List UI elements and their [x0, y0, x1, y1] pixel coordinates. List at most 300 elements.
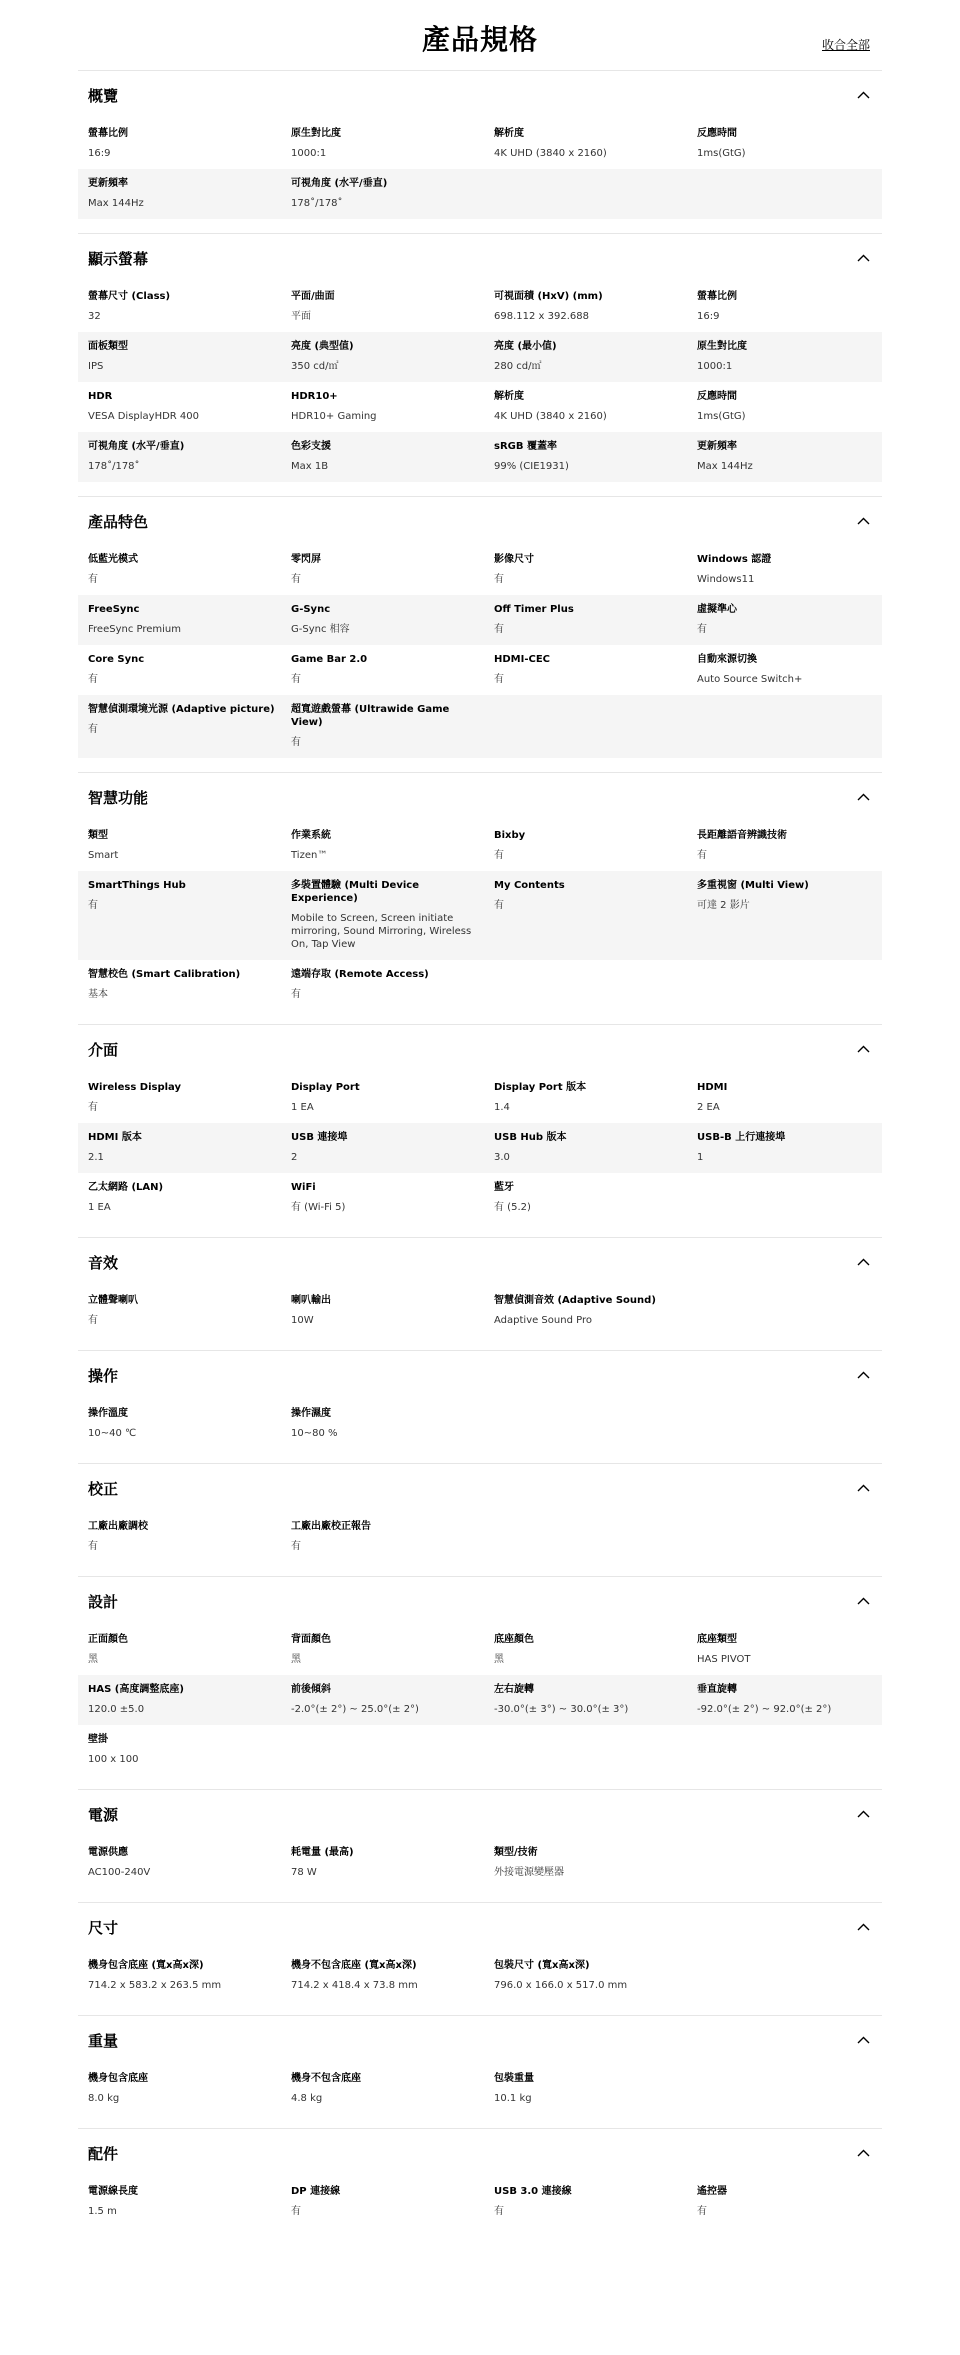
spec-item — [494, 653, 697, 686]
spec-rows — [78, 1399, 882, 1463]
spec-section — [78, 1789, 882, 1902]
spec-item — [88, 653, 291, 686]
spec-label: HDR10+ — [291, 391, 338, 402]
spec-rows — [78, 119, 882, 233]
spec-item — [494, 2072, 697, 2105]
section-header[interactable] — [78, 2016, 882, 2064]
spec-rows — [78, 1951, 882, 2015]
spec-label: Windows 認證 — [697, 554, 772, 565]
spec-value: 有 — [697, 624, 707, 635]
spec-item — [494, 1959, 697, 1992]
spec-sections — [0, 70, 960, 2241]
spec-label: 螢幕比例 — [88, 128, 128, 139]
spec-value: -30.0°(± 3°) ~ 30.0°(± 3°) — [494, 1704, 629, 1715]
spec-value: 280 cd/㎡ — [494, 361, 542, 372]
chevron-up-icon[interactable] — [856, 1807, 870, 1821]
spec-label: 壁掛 — [88, 1734, 108, 1745]
spec-value: 8.0 kg — [88, 2093, 120, 2104]
spec-value: 有 — [291, 737, 301, 748]
spec-label: Display Port — [291, 1082, 360, 1093]
spec-value: 有 — [697, 2206, 707, 2217]
spec-rows — [78, 821, 882, 1024]
spec-item — [494, 390, 697, 423]
spec-item — [88, 553, 291, 586]
spec-label: 正面顏色 — [88, 1634, 128, 1645]
spec-value: 有 — [494, 674, 504, 685]
spec-item — [697, 127, 888, 160]
spec-label: HDMI 版本 — [88, 1132, 142, 1143]
spec-item — [291, 1407, 494, 1440]
spec-rows — [78, 545, 882, 772]
spec-value: Max 144Hz — [697, 461, 753, 472]
spec-label: 反應時間 — [697, 128, 737, 139]
spec-value: 有 — [494, 2206, 504, 2217]
spec-label: 垂直旋轉 — [697, 1684, 737, 1695]
spec-label: SmartThings Hub — [88, 880, 186, 891]
spec-item — [88, 603, 291, 636]
spec-rows — [78, 1286, 882, 1350]
chevron-up-icon[interactable] — [856, 2033, 870, 2047]
spec-value: 有 — [291, 2206, 301, 2217]
spec-row — [78, 1512, 882, 1562]
spec-value: 黑 — [494, 1654, 504, 1665]
spec-item — [88, 1683, 291, 1716]
spec-item — [494, 127, 697, 160]
spec-label: Display Port 版本 — [494, 1082, 587, 1093]
spec-item — [494, 290, 697, 323]
spec-value: 10~40 ℃ — [88, 1428, 137, 1439]
spec-label: 遠端存取 (Remote Access) — [291, 969, 429, 980]
spec-label: WiFi — [291, 1182, 316, 1193]
spec-row — [78, 645, 882, 695]
spec-row — [78, 1725, 882, 1775]
spec-value: 698.112 x 392.688 — [494, 311, 589, 322]
section-title: 顯示螢幕 — [88, 249, 149, 268]
spec-value: 1000:1 — [697, 361, 733, 372]
spec-label: Bixby — [494, 830, 526, 841]
spec-label: USB 3.0 連接線 — [494, 2186, 572, 2197]
spec-label: 機身不包含底座 — [291, 2073, 361, 2084]
section-header[interactable] — [78, 234, 882, 282]
spec-rows — [78, 1625, 882, 1789]
spec-label: 多重視窗 (Multi View) — [697, 880, 809, 891]
collapse-all-link[interactable]: 收合全部 — [821, 38, 870, 52]
spec-item — [88, 1520, 291, 1553]
spec-label: Wireless Display — [88, 1082, 181, 1093]
spec-value: Mobile to Screen, Screen initiate mirroring, Sound Mirroring, Wireless On, Tap View — [291, 913, 472, 950]
spec-label: 亮度 (典型值) — [291, 341, 354, 352]
spec-value: 10.1 kg — [494, 2093, 532, 2104]
spec-label: 螢幕尺寸 (Class) — [88, 291, 171, 302]
chevron-up-icon[interactable] — [856, 1255, 870, 1269]
spec-value: Auto Source Switch+ — [697, 674, 803, 685]
spec-label: 立體聲喇叭 — [88, 1295, 138, 1306]
spec-item — [697, 1683, 888, 1716]
spec-value: Smart — [88, 850, 119, 861]
spec-label: 螢幕比例 — [697, 291, 737, 302]
spec-item — [697, 553, 888, 586]
spec-value: Adaptive Sound Pro — [494, 1315, 592, 1326]
spec-item — [494, 603, 697, 636]
section-title: 音效 — [88, 1253, 119, 1272]
spec-value: 有 — [494, 624, 504, 635]
spec-label: 原生對比度 — [291, 128, 341, 139]
spec-item — [291, 653, 494, 686]
spec-value: 4.8 kg — [291, 2093, 323, 2104]
spec-row — [78, 1073, 882, 1123]
spec-item — [494, 2185, 697, 2218]
spec-row — [78, 432, 882, 482]
spec-item — [697, 829, 888, 862]
spec-value: 有 — [88, 1315, 98, 1326]
section-header[interactable] — [78, 1464, 882, 1512]
spec-section — [78, 2015, 882, 2128]
spec-item — [291, 603, 494, 636]
spec-item — [494, 829, 697, 862]
spec-value: 有 — [88, 574, 98, 585]
section-header[interactable] — [78, 1238, 882, 1286]
spec-value: 178˚/178˚ — [291, 198, 343, 209]
spec-label: HDMI-CEC — [494, 654, 551, 665]
spec-value: 有 — [88, 1541, 98, 1552]
spec-label: 機身包含底座 — [88, 2073, 148, 2084]
spec-value: 基本 — [88, 989, 108, 1000]
section-header[interactable] — [78, 1903, 882, 1951]
spec-item — [697, 2185, 888, 2218]
spec-value: 350 cd/㎡ — [291, 361, 339, 372]
spec-item — [88, 1733, 291, 1766]
spec-value: 有 — [291, 1541, 301, 1552]
section-title: 產品特色 — [88, 512, 149, 531]
spec-label: USB-B 上行連接埠 — [697, 1132, 786, 1143]
spec-label: sRGB 覆蓋率 — [494, 441, 557, 452]
section-header[interactable] — [78, 1351, 882, 1399]
spec-label: Core Sync — [88, 654, 145, 665]
spec-item — [697, 879, 888, 951]
spec-label: Off Timer Plus — [494, 604, 574, 615]
spec-item — [697, 1081, 888, 1114]
chevron-up-icon[interactable] — [856, 251, 870, 265]
spec-row — [78, 1625, 882, 1675]
section-header[interactable] — [78, 2129, 882, 2177]
spec-item — [291, 879, 494, 951]
spec-label: 低藍光模式 — [88, 554, 138, 565]
spec-row — [78, 545, 882, 595]
spec-value: 32 — [88, 311, 101, 322]
spec-label: 色彩支援 — [291, 441, 331, 452]
spec-item — [88, 879, 291, 951]
chevron-up-icon[interactable] — [856, 2146, 870, 2160]
spec-value: IPS — [88, 361, 104, 372]
section-header[interactable] — [78, 773, 882, 821]
spec-label: 前後傾斜 — [291, 1684, 331, 1695]
spec-value: 1.4 — [494, 1102, 510, 1113]
spec-label: 類型 — [88, 830, 108, 841]
spec-item — [697, 390, 888, 423]
chevron-up-icon[interactable] — [856, 1594, 870, 1608]
spec-label: 智慧偵測音效 (Adaptive Sound) — [494, 1295, 656, 1306]
spec-value: HDR10+ Gaming — [291, 411, 377, 422]
spec-value: Windows11 — [697, 574, 755, 585]
spec-row — [78, 332, 882, 382]
spec-item — [697, 1131, 888, 1164]
spec-value: Tizen™ — [291, 850, 328, 861]
spec-item — [88, 1959, 291, 1992]
section-header[interactable] — [78, 497, 882, 545]
spec-section — [78, 1902, 882, 2015]
spec-item — [291, 553, 494, 586]
spec-label: 包裝重量 — [494, 2073, 534, 2084]
spec-item — [291, 1181, 494, 1214]
spec-label: 智慧偵測環境光源 (Adaptive picture) — [88, 704, 275, 715]
chevron-up-icon[interactable] — [856, 1042, 870, 1056]
spec-value: 1 — [697, 1152, 704, 1163]
spec-rows — [78, 2177, 882, 2241]
section-title: 電源 — [88, 1805, 119, 1824]
spec-section — [78, 233, 882, 496]
spec-row — [78, 960, 882, 1010]
spec-item — [291, 2185, 494, 2218]
spec-item — [88, 2072, 291, 2105]
spec-item — [697, 1633, 888, 1666]
spec-label: 電源線長度 — [88, 2186, 138, 2197]
spec-item — [494, 440, 697, 473]
spec-section — [78, 1576, 882, 1789]
spec-value: 4K UHD (3840 x 2160) — [494, 148, 607, 159]
spec-item — [291, 703, 494, 749]
spec-row — [78, 695, 882, 758]
chevron-up-icon[interactable] — [856, 1368, 870, 1382]
spec-item — [291, 1846, 494, 1879]
spec-value: 有 — [291, 674, 301, 685]
spec-label: 零閃屏 — [291, 554, 321, 565]
spec-item — [88, 390, 291, 423]
spec-row — [78, 119, 882, 169]
spec-item — [697, 603, 888, 636]
spec-value: 有 — [291, 989, 301, 1000]
spec-item — [291, 440, 494, 473]
spec-section — [78, 1024, 882, 1237]
spec-value: 1 EA — [88, 1202, 111, 1213]
spec-value: 1 EA — [291, 1102, 314, 1113]
spec-item — [494, 1181, 697, 1214]
section-header[interactable] — [78, 1025, 882, 1073]
spec-label: 解析度 — [494, 391, 524, 402]
spec-label: 電源供應 — [88, 1847, 128, 1858]
spec-value: 714.2 x 418.4 x 73.8 mm — [291, 1980, 418, 1991]
spec-rows — [78, 1512, 882, 1576]
spec-label: USB 連接埠 — [291, 1132, 348, 1143]
spec-label: 自動來源切換 — [697, 654, 757, 665]
spec-item — [494, 553, 697, 586]
spec-item — [88, 829, 291, 862]
spec-label: 類型/技術 — [494, 1847, 538, 1858]
spec-label: 包裝尺寸 (寬x高x深) — [494, 1960, 590, 1971]
spec-item — [697, 340, 888, 373]
spec-value: 2 — [291, 1152, 298, 1163]
spec-value: 796.0 x 166.0 x 517.0 mm — [494, 1980, 628, 1991]
chevron-up-icon[interactable] — [856, 1920, 870, 1934]
spec-label: 耗電量 (最高) — [291, 1847, 354, 1858]
spec-label: 面板類型 — [88, 341, 128, 352]
spec-section — [78, 1237, 882, 1350]
spec-value: Max 144Hz — [88, 198, 144, 209]
spec-label: 背面顏色 — [291, 1634, 331, 1645]
page-title: 產品規格 — [421, 23, 538, 56]
spec-row — [78, 1675, 882, 1725]
spec-item — [291, 1959, 494, 1992]
spec-item — [291, 829, 494, 862]
section-title: 智慧功能 — [88, 788, 149, 807]
spec-label: 乙太網路 (LAN) — [88, 1182, 164, 1193]
spec-label: 作業系統 — [291, 830, 331, 841]
spec-value: 1000:1 — [291, 148, 327, 159]
spec-item — [697, 653, 888, 686]
spec-value: 1ms(GtG) — [697, 148, 746, 159]
spec-label: 多裝置體驗 (Multi Device Experience) — [291, 880, 419, 904]
spec-label: 工廠出廠校正報告 — [291, 1521, 371, 1532]
spec-value: 16:9 — [88, 148, 111, 159]
spec-value: AC100-240V — [88, 1867, 151, 1878]
spec-row — [78, 1951, 882, 2001]
spec-label: HAS (高度調整底座) — [88, 1684, 184, 1695]
spec-item — [291, 1294, 494, 1327]
spec-item — [291, 390, 494, 423]
spec-value: 有 — [291, 574, 301, 585]
spec-label: 左右旋轉 — [494, 1684, 534, 1695]
chevron-up-icon[interactable] — [856, 1481, 870, 1495]
spec-label: 底座顏色 — [494, 1634, 534, 1645]
spec-label: 操作溫度 — [88, 1408, 128, 1419]
spec-value: 有 — [494, 574, 504, 585]
section-header[interactable] — [78, 1790, 882, 1838]
spec-value: 有 — [494, 850, 504, 861]
spec-label: 可視角度 (水平/垂直) — [88, 441, 185, 452]
spec-item — [291, 2072, 494, 2105]
spec-row — [78, 821, 882, 871]
spec-label: 智慧校色 (Smart Calibration) — [88, 969, 241, 980]
spec-item — [88, 1407, 291, 1440]
spec-label: 影像尺寸 — [494, 554, 534, 565]
spec-row — [78, 282, 882, 332]
spec-value: VESA DisplayHDR 400 — [88, 411, 200, 422]
spec-item — [88, 1294, 291, 1327]
spec-item — [291, 1131, 494, 1164]
spec-value: 有 (Wi-Fi 5) — [291, 1202, 346, 1213]
spec-value: -92.0°(± 2°) ~ 92.0°(± 2°) — [697, 1704, 832, 1715]
spec-value: 10W — [291, 1315, 314, 1326]
spec-value: -2.0°(± 2°) ~ 25.0°(± 2°) — [291, 1704, 419, 1715]
spec-label: USB Hub 版本 — [494, 1132, 567, 1143]
spec-label: 原生對比度 — [697, 341, 747, 352]
spec-value: 3.0 — [494, 1152, 510, 1163]
spec-label: G-Sync — [291, 604, 331, 615]
spec-row — [78, 1286, 882, 1336]
spec-value: 178˚/178˚ — [88, 461, 140, 472]
spec-item — [88, 1131, 291, 1164]
spec-row — [78, 1123, 882, 1173]
spec-item — [291, 1520, 494, 1553]
spec-item — [494, 1081, 697, 1114]
spec-label: 更新頻率 — [88, 178, 128, 189]
spec-value: HAS PIVOT — [697, 1654, 751, 1665]
spec-section — [78, 2128, 882, 2241]
spec-item — [88, 703, 291, 749]
spec-value: 4K UHD (3840 x 2160) — [494, 411, 607, 422]
section-title: 尺寸 — [88, 1918, 119, 1937]
spec-value: FreeSync Premium — [88, 624, 181, 635]
spec-label: 可視角度 (水平/垂直) — [291, 178, 388, 189]
chevron-up-icon[interactable] — [856, 790, 870, 804]
spec-value: 120.0 ±5.0 — [88, 1704, 145, 1715]
spec-item — [88, 1181, 291, 1214]
spec-value: 99% (CIE1931) — [494, 461, 569, 472]
chevron-up-icon[interactable] — [856, 514, 870, 528]
chevron-up-icon[interactable] — [856, 88, 870, 102]
spec-label: HDMI — [697, 1082, 728, 1093]
spec-rows — [78, 1838, 882, 1902]
spec-item — [494, 1633, 697, 1666]
spec-rows — [78, 1073, 882, 1237]
spec-value: 1.5 m — [88, 2206, 117, 2217]
section-header[interactable] — [78, 71, 882, 119]
spec-item — [88, 1081, 291, 1114]
spec-row — [78, 595, 882, 645]
spec-row — [78, 382, 882, 432]
spec-label: My Contents — [494, 880, 565, 891]
spec-label: 遙控器 — [697, 2186, 727, 2197]
section-title: 概覽 — [88, 86, 119, 105]
spec-section — [78, 772, 882, 1024]
spec-section — [78, 70, 882, 233]
spec-label: 操作濕度 — [291, 1408, 331, 1419]
spec-value: 100 x 100 — [88, 1754, 139, 1765]
spec-value: 黑 — [88, 1654, 98, 1665]
spec-value: 16:9 — [697, 311, 720, 322]
spec-item — [291, 127, 494, 160]
spec-value: 78 W — [291, 1867, 317, 1878]
spec-row — [78, 169, 882, 219]
spec-value: 外接電源變壓器 — [494, 1867, 564, 1878]
spec-row — [78, 2064, 882, 2114]
section-title: 介面 — [88, 1040, 119, 1059]
spec-item — [494, 1294, 697, 1327]
spec-label: 喇叭輸出 — [291, 1295, 331, 1306]
spec-label: FreeSync — [88, 604, 140, 615]
spec-section — [78, 1350, 882, 1463]
spec-value: G-Sync 相容 — [291, 624, 350, 635]
spec-item — [88, 290, 291, 323]
spec-value: 2.1 — [88, 1152, 104, 1163]
spec-item — [88, 968, 291, 1001]
spec-row — [78, 2177, 882, 2227]
spec-item — [88, 340, 291, 373]
section-title: 配件 — [88, 2144, 119, 2163]
spec-item — [494, 1683, 697, 1716]
spec-item — [291, 177, 494, 210]
spec-value: 10~80 % — [291, 1428, 338, 1439]
section-title: 重量 — [88, 2031, 119, 2050]
spec-label: DP 連接線 — [291, 2186, 341, 2197]
section-header[interactable] — [78, 1577, 882, 1625]
spec-item — [291, 1633, 494, 1666]
spec-item — [88, 127, 291, 160]
spec-rows — [78, 282, 882, 496]
spec-item — [494, 1131, 697, 1164]
spec-label: 機身不包含底座 (寬x高x深) — [291, 1960, 417, 1971]
section-title: 操作 — [88, 1366, 119, 1385]
spec-item — [291, 1081, 494, 1114]
